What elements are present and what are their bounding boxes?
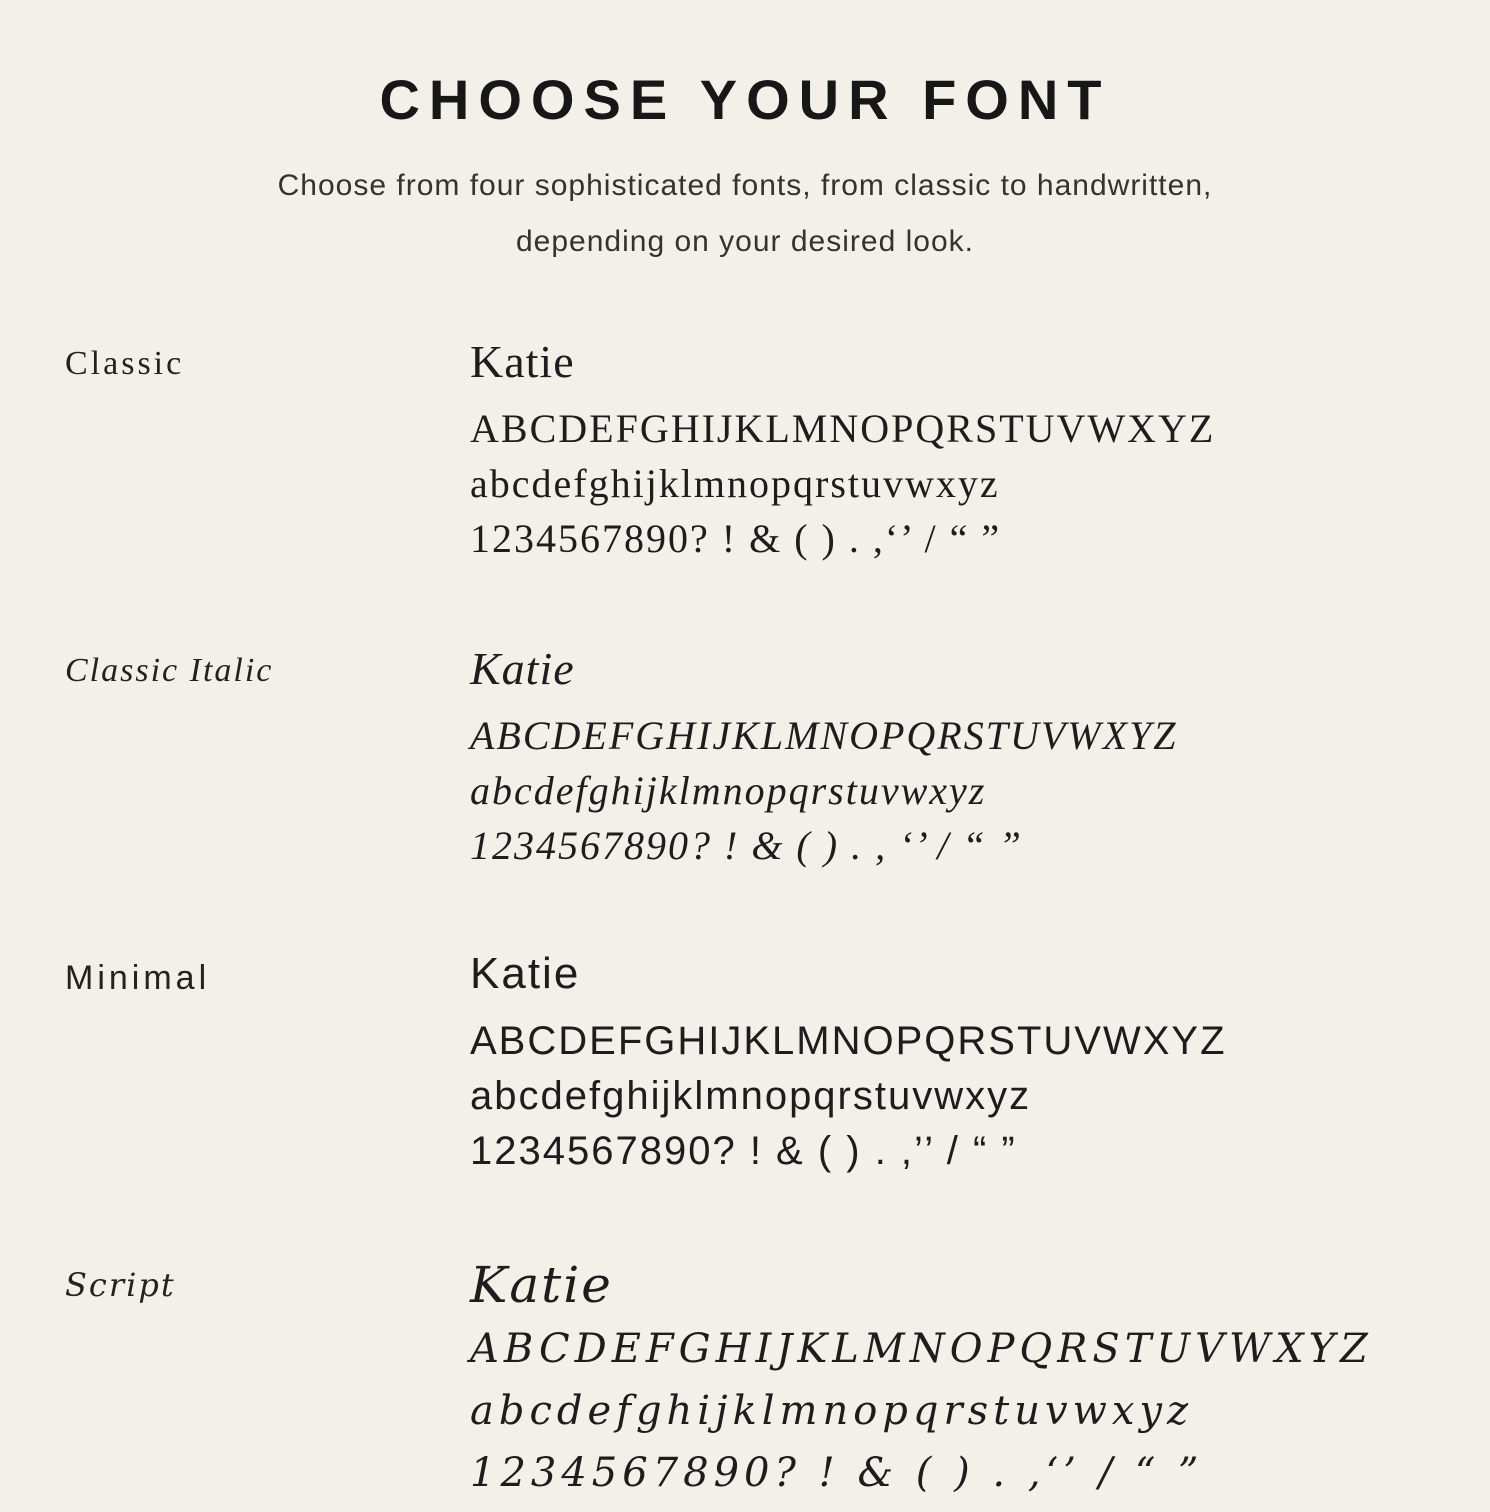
font-section-classic <box>0 335 1490 570</box>
font-label-classic-italic: Classic Italic <box>65 652 274 689</box>
numerals-punctuation-row: 1234567890? ! & ( ) . ,‘’ / “ ” <box>470 1450 1204 1496</box>
font-sample-classic-italic <box>470 642 1490 877</box>
uppercase-row: ABCDEFGHIJKLMNOPQRSTUVWXYZ <box>470 1019 1227 1063</box>
lowercase-row: abcdefghijklmnopqrstuvwxyz <box>470 461 1000 506</box>
uppercase-row: ABCDEFGHIJKLMNOPQRSTUVWXYZ <box>470 713 1178 758</box>
font-sample-script <box>470 1256 1490 1512</box>
font-sections <box>0 335 1490 1512</box>
sample-name: Katie <box>470 336 575 387</box>
page-subtitle <box>0 158 1490 269</box>
font-section-script <box>0 1256 1490 1512</box>
font-sample-classic <box>470 335 1490 570</box>
sample-name: Katie <box>470 1256 613 1314</box>
lowercase-row: abcdefghijklmnopqrstuvwxyz <box>470 1074 1032 1118</box>
uppercase-row: ABCDEFGHIJKLMNOPQRSTUVWXYZ <box>470 406 1216 451</box>
subtitle-line-2: depending on your desired look. <box>516 224 974 258</box>
sample-name: Katie <box>470 949 581 998</box>
font-section-minimal <box>0 949 1490 1184</box>
font-label-script: Script <box>65 1266 176 1304</box>
page-title: CHOOSE YOUR FONT <box>379 68 1111 131</box>
subtitle-line-1: Choose from four sophisticated fonts, from classic to handwritten, <box>277 169 1213 202</box>
font-label-minimal: Minimal <box>65 959 211 997</box>
sample-name: Katie <box>470 643 575 694</box>
uppercase-row: ABCDEFGHIJKLMNOPQRSTUVWXYZ <box>470 1326 1373 1372</box>
numerals-punctuation-row: 1234567890? ! & ( ) . , ‘’ / “ ” <box>470 823 1023 868</box>
numerals-punctuation-row: 1234567890? ! & ( ) . ,’’ / “ ” <box>470 1129 1017 1173</box>
font-section-classic-italic <box>0 642 1490 877</box>
numerals-punctuation-row: 1234567890? ! & ( ) . ,‘’ / “ ” <box>470 516 1002 561</box>
font-label-classic: Classic <box>65 345 185 382</box>
lowercase-row: abcdefghijklmnopqrstuvwxyz <box>470 768 987 813</box>
lowercase-row: abcdefghijklmnopqrstuvwxyz <box>470 1388 1194 1434</box>
font-sample-minimal <box>470 949 1490 1184</box>
